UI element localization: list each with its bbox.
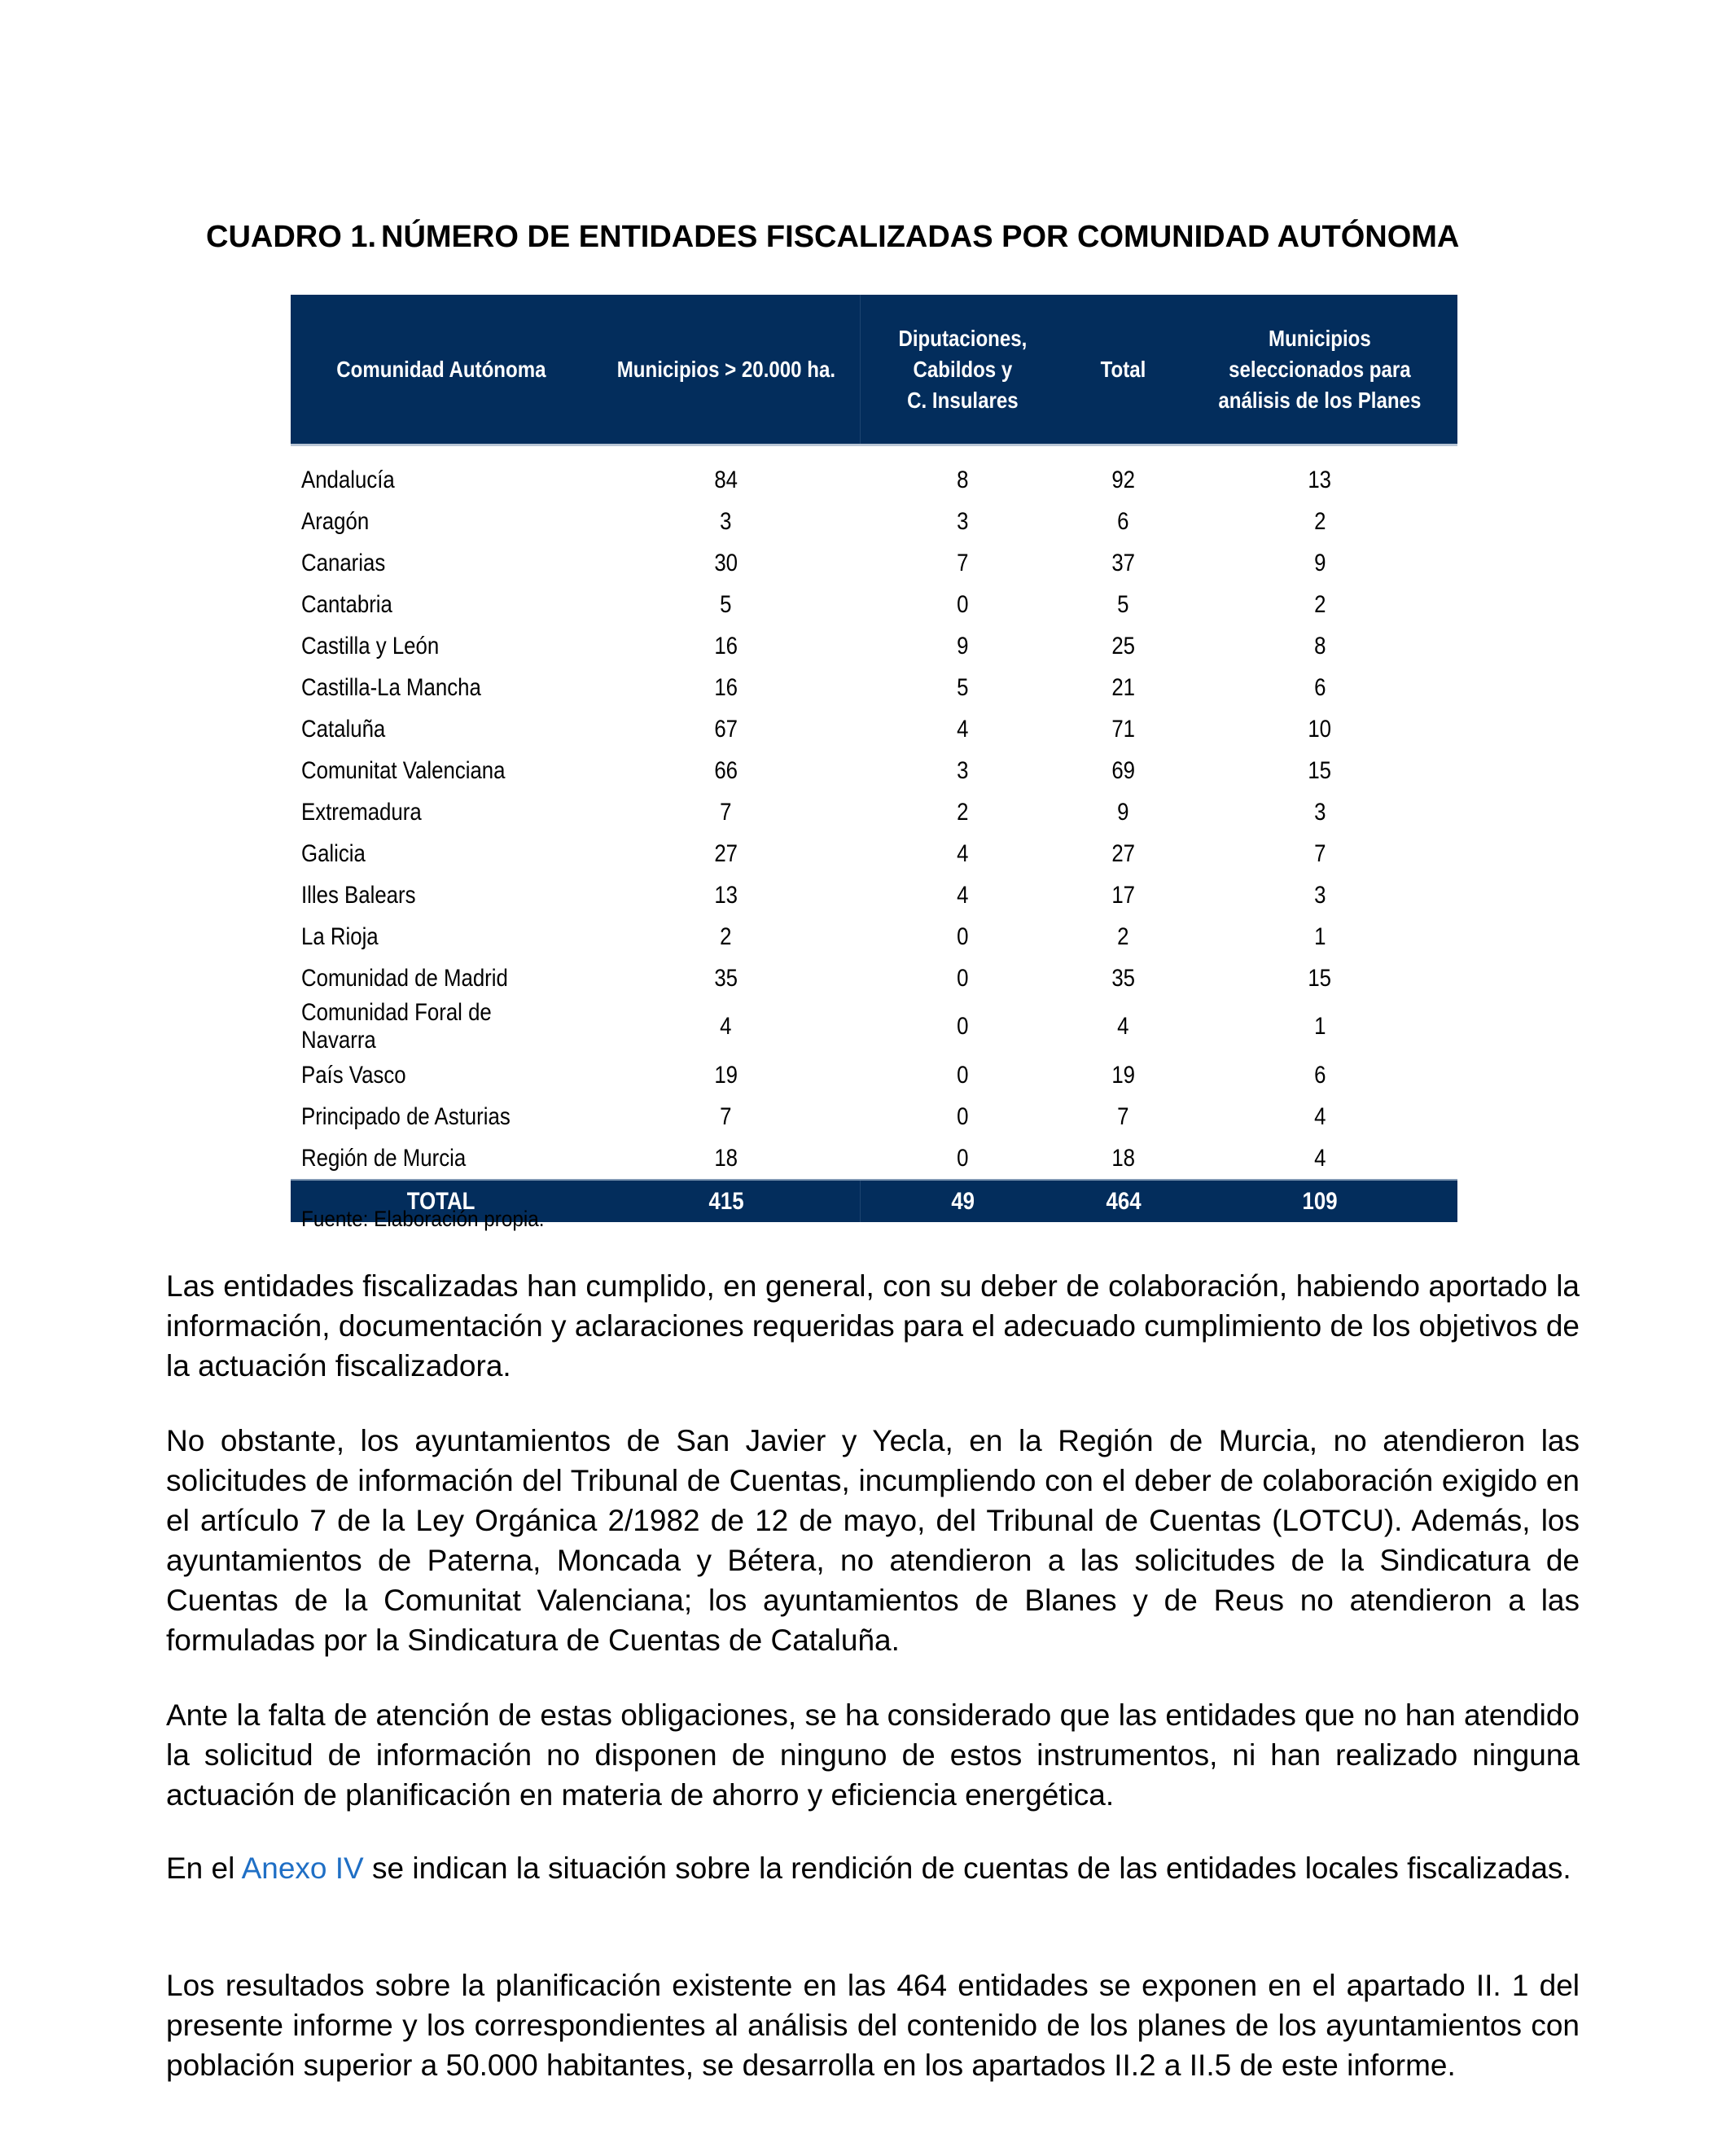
cell-comunidad: Cantabria (301, 590, 392, 618)
header-line: Diputaciones, (898, 325, 1028, 351)
annex-iv-link[interactable]: Anexo IV (241, 1851, 364, 1885)
cell-total: 27 (1111, 839, 1136, 867)
cell-seleccionados: 2 (1313, 590, 1326, 618)
table-row (291, 1137, 1457, 1180)
cell-municipios: 35 (714, 964, 738, 992)
cell-comunidad: Galicia (301, 839, 366, 867)
cell-seleccionados: 3 (1313, 881, 1326, 909)
cell-total: 7 (1117, 1102, 1129, 1130)
cell-seleccionados: 15 (1308, 964, 1332, 992)
cell-municipios: 27 (714, 839, 738, 867)
table-row (291, 957, 1457, 999)
table-row (291, 916, 1457, 957)
cell-diputaciones: 0 (956, 1061, 969, 1089)
paragraph-collaboration: Las entidades fiscalizadas han cumplido, en general, con su deber de colaboración, habiendo aportado la información, documentación y aclaraciones requeridas para el adecuado cumplimiento de los objetivos de la actuación fiscalizadora. (166, 1269, 1580, 1383)
table-row (291, 501, 1457, 542)
cell-comunidad: Castilla y León (301, 632, 440, 660)
cell-municipios: 13 (714, 881, 738, 909)
cell-comunidad: Comunidad de Madrid (301, 964, 508, 992)
cell-total: 21 (1111, 673, 1136, 701)
table-row (291, 999, 1457, 1054)
column-header-total: Total (1100, 356, 1146, 382)
cell-seleccionados: 4 (1313, 1144, 1326, 1172)
cell-comunidad: Andalucía (301, 466, 395, 493)
cell-municipios: 19 (714, 1061, 738, 1089)
total-diputaciones: 49 (861, 1180, 1064, 1222)
table-row (291, 667, 1457, 708)
header-line: C. Insulares (907, 387, 1019, 413)
cell-diputaciones: 5 (956, 673, 969, 701)
header-line: Municipios (1269, 325, 1371, 351)
column-header-comunidad: Comunidad Autónoma (336, 356, 546, 382)
cell-total: 18 (1111, 1144, 1136, 1172)
cell-comunidad: Extremadura (301, 798, 422, 826)
cell-diputaciones: 3 (956, 756, 969, 784)
cell-municipios: 5 (720, 590, 733, 618)
cell-comunidad: Canarias (301, 549, 386, 576)
paragraph-consequences: Ante la falta de atención de estas obligaciones, se ha considerado que las entidades que no han atendido la solicitud de información no disponen de ninguno de estos instrumentos, ni han realizado ninguna actuación de planificación en materia de ahorro y eficiencia energética. (166, 1698, 1580, 1812)
cell-total: 71 (1111, 715, 1136, 743)
cell-seleccionados: 3 (1313, 798, 1326, 826)
cell-seleccionados: 6 (1313, 1061, 1326, 1089)
cell-diputaciones: 4 (956, 715, 969, 743)
cell-seleccionados: 1 (1313, 1013, 1326, 1040)
cell-diputaciones: 9 (956, 632, 969, 660)
cell-comunidad: Illes Balears (301, 881, 416, 909)
cell-diputaciones: 4 (956, 881, 969, 909)
cell-diputaciones: 3 (956, 507, 969, 535)
total-seleccionados: 109 (1182, 1180, 1457, 1222)
total-label: TOTAL (291, 1180, 592, 1222)
cell-municipios: 4 (720, 1013, 733, 1040)
header-line: Cabildos y (913, 356, 1013, 382)
cell-seleccionados: 9 (1313, 549, 1326, 576)
cell-municipios: 2 (720, 922, 733, 950)
cell-seleccionados: 13 (1308, 466, 1332, 493)
cell-seleccionados: 1 (1313, 922, 1326, 950)
cell-total: 35 (1111, 964, 1136, 992)
cell-seleccionados: 6 (1313, 673, 1326, 701)
cell-comunidad: Aragón (301, 507, 370, 535)
cell-comunidad: País Vasco (301, 1061, 406, 1089)
cell-comunidad: Castilla-La Mancha (301, 673, 481, 701)
cell-total: 5 (1117, 590, 1129, 618)
cell-total: 4 (1117, 1013, 1129, 1040)
cell-comunidad: Comunidad Foral de Navarra (301, 999, 492, 1054)
cell-total: 2 (1117, 922, 1129, 950)
cell-diputaciones: 0 (956, 964, 969, 992)
table-row (291, 446, 1457, 501)
table-row (291, 708, 1457, 750)
table-row (291, 874, 1457, 916)
cell-diputaciones: 0 (956, 1013, 969, 1040)
table-caption (206, 220, 1459, 255)
table-row (291, 750, 1457, 791)
cell-seleccionados: 8 (1313, 632, 1326, 660)
cell-seleccionados: 4 (1313, 1102, 1326, 1130)
table-row (291, 1096, 1457, 1137)
cell-diputaciones: 7 (956, 549, 969, 576)
cell-total: 6 (1117, 507, 1129, 535)
cell-municipios: 3 (720, 507, 733, 535)
cell-diputaciones: 0 (956, 1102, 969, 1130)
cell-comunidad: Comunitat Valenciana (301, 756, 506, 784)
cell-seleccionados: 7 (1313, 839, 1326, 867)
cell-municipios: 16 (714, 632, 738, 660)
table-row (291, 584, 1457, 625)
header-line: seleccionados para (1229, 356, 1411, 382)
column-header-municipios: Municipios > 20.000 ha. (611, 295, 842, 444)
cell-municipios: 7 (720, 1102, 733, 1130)
cell-diputaciones: 8 (956, 466, 969, 493)
cell-diputaciones: 0 (956, 1144, 969, 1172)
cell-total: 19 (1111, 1061, 1136, 1089)
column-header-diputaciones (874, 295, 1050, 444)
cell-seleccionados: 2 (1313, 507, 1326, 535)
cell-municipios: 7 (720, 798, 733, 826)
cell-seleccionados: 15 (1308, 756, 1332, 784)
cell-comunidad: Región de Murcia (301, 1144, 467, 1172)
paragraph-results: Los resultados sobre la planificación existente en las 464 entidades se exponen en el apartado II. 1 del presente informe y los correspondientes al análisis del contenido de los planes de los ayuntamientos con población superior a 50.000 habitantes, se desarrolla en los apartados II.2 a II.5 de este informe. (166, 1969, 1580, 2082)
cell-municipios: 84 (714, 466, 738, 493)
cell-municipios: 67 (714, 715, 738, 743)
entities-table (291, 295, 1457, 1222)
table-body (291, 446, 1457, 1180)
paragraph-annex-reference (166, 1848, 1580, 1888)
text: se indican la situación sobre la rendición de cuentas de las entidades locales fiscalizadas. (363, 1851, 1571, 1885)
table-row (291, 625, 1457, 667)
cell-diputaciones: 4 (956, 839, 969, 867)
cell-diputaciones: 0 (956, 590, 969, 618)
header-line: análisis de los Planes (1218, 387, 1422, 413)
text: En el (166, 1851, 242, 1885)
paragraph-non-compliance: No obstante, los ayuntamientos de San Javier y Yecla, en la Región de Murcia, no atendieron las solicitudes de información del Tribunal de Cuentas, incumpliendo con el deber de colaboración exigido en el artículo 7 de la Ley Orgánica 2/1982 de 12 de mayo, del Tribunal de Cuentas (LOTCU). Además, los ayuntamientos de Paterna, Moncada y Bétera, no atendieron a las solicitudes de la Sindicatura de Cuentas de la Comunitat Valenciana; los ayuntamientos de Blanes y de Reus no atendieron a las formuladas por la Sindicatura de Cuentas de Cataluña. (166, 1424, 1580, 1657)
total-municipios: 415 (592, 1180, 861, 1222)
cell-municipios: 66 (714, 756, 738, 784)
table-row (291, 791, 1457, 833)
cell-diputaciones: 0 (956, 922, 969, 950)
cell-total: 9 (1117, 798, 1129, 826)
column-header-seleccionados (1202, 295, 1439, 444)
cell-seleccionados: 10 (1308, 715, 1332, 743)
total-total: 464 (1064, 1180, 1182, 1222)
caption-number: CUADRO 1. (206, 220, 377, 254)
cell-municipios: 18 (714, 1144, 738, 1172)
cell-municipios: 30 (714, 549, 738, 576)
table-source-note: Fuente: Elaboración propia. (301, 1207, 545, 1231)
cell-comunidad: La Rioja (301, 922, 379, 950)
cell-total: 92 (1111, 466, 1136, 493)
table-row (291, 1054, 1457, 1096)
cell-total: 69 (1111, 756, 1136, 784)
cell-comunidad: Principado de Asturias (301, 1102, 511, 1130)
cell-total: 17 (1111, 881, 1136, 909)
cell-municipios: 16 (714, 673, 738, 701)
caption-title: NÚMERO DE ENTIDADES FISCALIZADAS POR COMUNIDAD AUTÓNOMA (381, 220, 1460, 254)
cell-total: 37 (1111, 549, 1136, 576)
cell-comunidad: Cataluña (301, 715, 386, 743)
table-row (291, 833, 1457, 874)
cell-diputaciones: 2 (956, 798, 969, 826)
cell-total: 25 (1111, 632, 1136, 660)
table-header-row (291, 295, 1457, 444)
table-row (291, 542, 1457, 584)
